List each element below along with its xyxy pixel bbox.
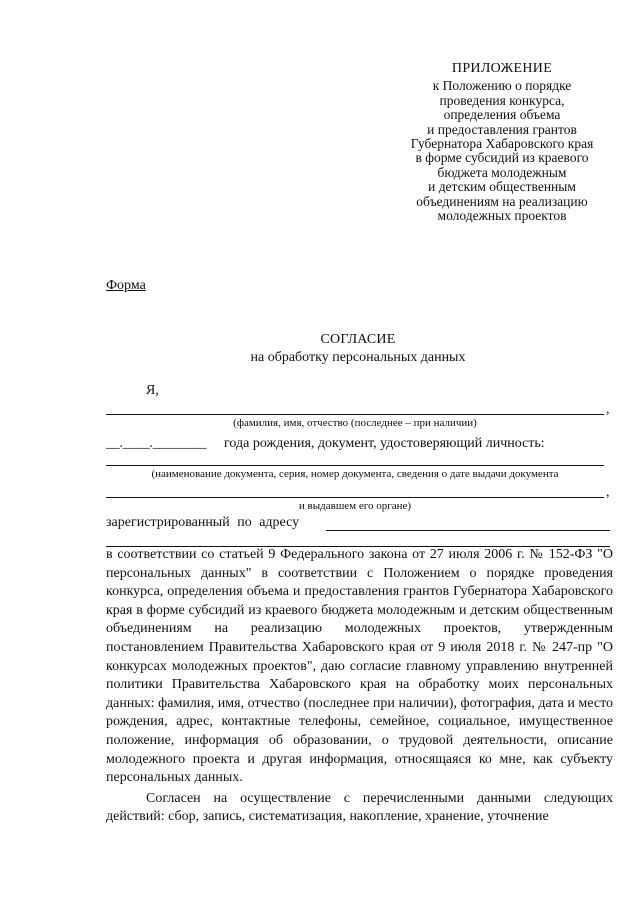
fio-caption: (фамилия, имя, отчество (последнее – при наличии) [233, 417, 477, 429]
issuer-caption: и выдавшем его органе) [298, 500, 412, 512]
address-label: зарегистрированный по адресу [106, 515, 300, 530]
document-line [106, 465, 604, 466]
appendix-line: к Положению о порядке [432, 78, 572, 94]
appendix-line: и предоставления грантов [427, 121, 577, 137]
appendix-line: определения объема [443, 107, 561, 123]
form-label: Форма [106, 278, 146, 293]
address-line [326, 530, 610, 531]
appendix-line: проведения конкурса, [439, 92, 565, 108]
appendix-line: объединениям на реализацию [416, 193, 588, 209]
title-main: СОГЛАСИЕ [320, 332, 396, 347]
fio-line [106, 414, 604, 415]
appendix-line: в форме субсидий из краевого [415, 150, 589, 166]
birth-date-mask: __.____.________ [106, 436, 207, 451]
issuer-line [106, 497, 604, 498]
appendix-line: молодежных проектов [437, 208, 567, 224]
issuer-comma: , [606, 485, 610, 500]
consent-body [106, 546, 613, 827]
ya-label: Я, [146, 383, 159, 398]
consent-paragraph-actions: Согласен на осуществление с перечисленными данными следующих действий: сбор, запись, систематизация, накопление, хранение, уточнение [106, 790, 613, 825]
consent-paragraph: в соответствии со статьей 9 Федерального закона от 27 июля 2006 г. № 152-ФЗ "О персональных данных" в соответствии с Положением о порядке проведения конкурса, определения объема и предоставления грантов Губернатора Хабаровского края в форме субсидий из краевого бюджета молодежным и детским общественным объединениям на реализацию молодежных проектов, утвержденным постановлением Правительства Хабаровского края от 9 июля 2018 г. № 247-пр "О конкурсах молодежных проектов", даю согласие главному управлению внутренней политики Правительства Хабаровского края на обработку моих персональных данных: фамилия, имя, отчество (последнее при наличии), фотография, дата и место рождения, адрес, контактные телефоны, семейное, социальное, имущественное положение, информация об образовании, о трудовой деятельности, описание молодежного проекта и другая информация, относящаяся ко мне, как субъекту персональных данных. [106, 547, 613, 786]
appendix-title: ПРИЛОЖЕНИЕ [451, 61, 553, 76]
appendix-line: бюджета молодежным [437, 164, 567, 180]
title-sub: на обработку персональных данных [250, 350, 466, 365]
fio-comma: , [606, 402, 610, 417]
document-title [106, 331, 610, 367]
document-caption: (наименование документа, серия, номер документа, сведения о дате выдачи документа [151, 468, 559, 480]
appendix-header [372, 62, 632, 223]
birth-text: года рождения, документ, удостоверяющий личность: [224, 436, 545, 451]
appendix-line: и детским общественным [428, 179, 576, 195]
appendix-line: Губернатора Хабаровского края [410, 136, 594, 152]
